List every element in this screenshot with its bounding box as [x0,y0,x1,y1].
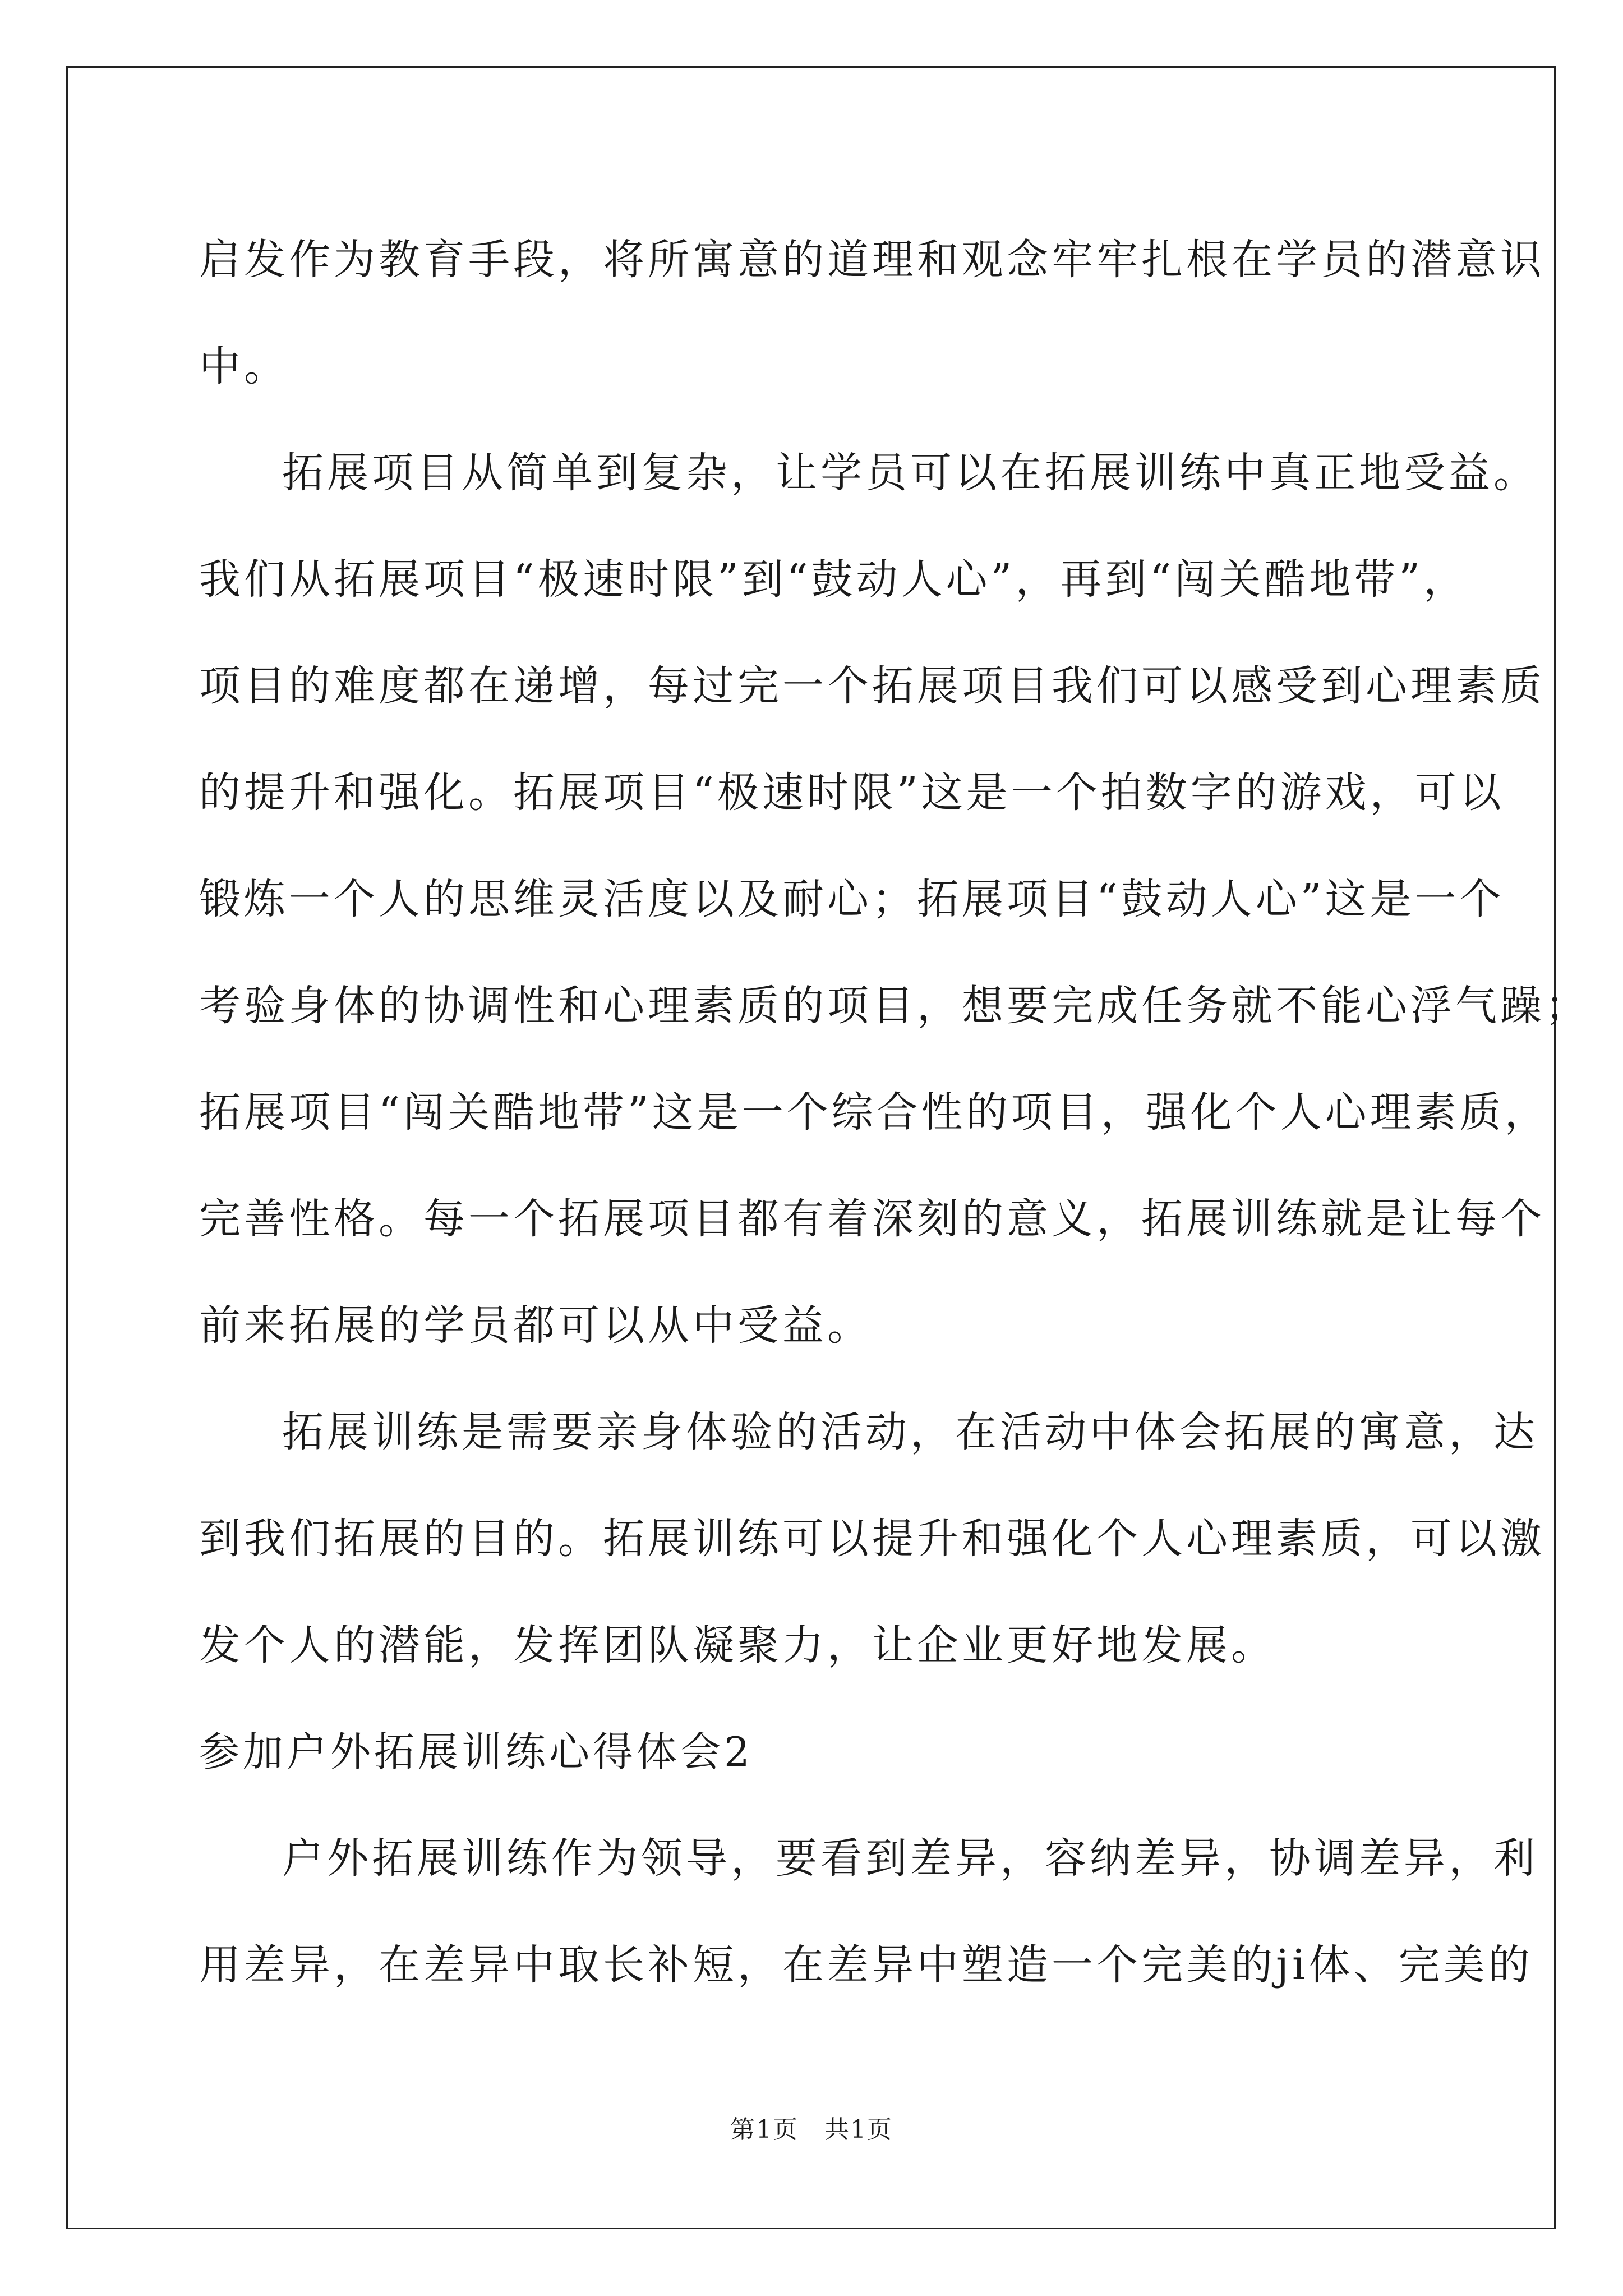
paragraph-line: 拓展训练是需要亲身体验的活动，在活动中体会拓展的寓意，达 [282,1408,1538,1456]
paragraph-line: 我们从拓展项目“极速时限”到“鼓动人心”，再到“闯关酷地带”， [199,555,1468,604]
paragraph-line: 前来拓展的学员都可以从中受益。 [199,1301,872,1350]
paragraph-line: 发个人的潜能，发挥团队凝聚力，让企业更好地发展。 [199,1621,1276,1669]
paragraph-line: 的提升和强化。拓展项目“极速时限”这是一个拍数字的游戏，可以 [199,769,1505,817]
paragraph-line: 锻炼一个人的思维灵活度以及耐心；拓展项目“鼓动人心”这是一个 [199,875,1505,923]
paragraph-line: 拓展项目从简单到复杂，让学员可以在拓展训练中真正地受益。 [282,449,1538,497]
paragraph-line: 完善性格。每一个拓展项目都有着深刻的意义，拓展训练就是让每个 [199,1195,1545,1243]
section-heading: 参加户外拓展训练心得体会2 [199,1728,753,1775]
paragraph-line: 到我们拓展的目的。拓展训练可以提升和强化个人心理素质，可以激 [199,1515,1545,1563]
paragraph-line: 中。 [199,342,289,390]
paragraph-line: 户外拓展训练作为领导，要看到差异，容纳差异，协调差异，利 [282,1834,1538,1883]
paragraph-line: 用差异，在差异中取长补短，在差异中塑造一个完美的ji体、完美的 [199,1941,1533,1989]
page-footer: 第1页 共1页 [730,2115,893,2144]
paragraph-line: 考验身体的协调性和心理素质的项目，想要完成任务就不能心浮气躁； [199,982,1590,1030]
document-body [199,206,1590,2018]
paragraph-line: 项目的难度都在递增，每过完一个拓展项目我们可以感受到心理素质 [199,662,1545,710]
paragraph-line: 启发作为教育手段，将所寓意的道理和观念牢牢扎根在学员的潜意识 [199,236,1545,284]
paragraph-line: 拓展项目“闯关酷地带”这是一个综合性的项目，强化个人心理素质， [199,1088,1550,1137]
